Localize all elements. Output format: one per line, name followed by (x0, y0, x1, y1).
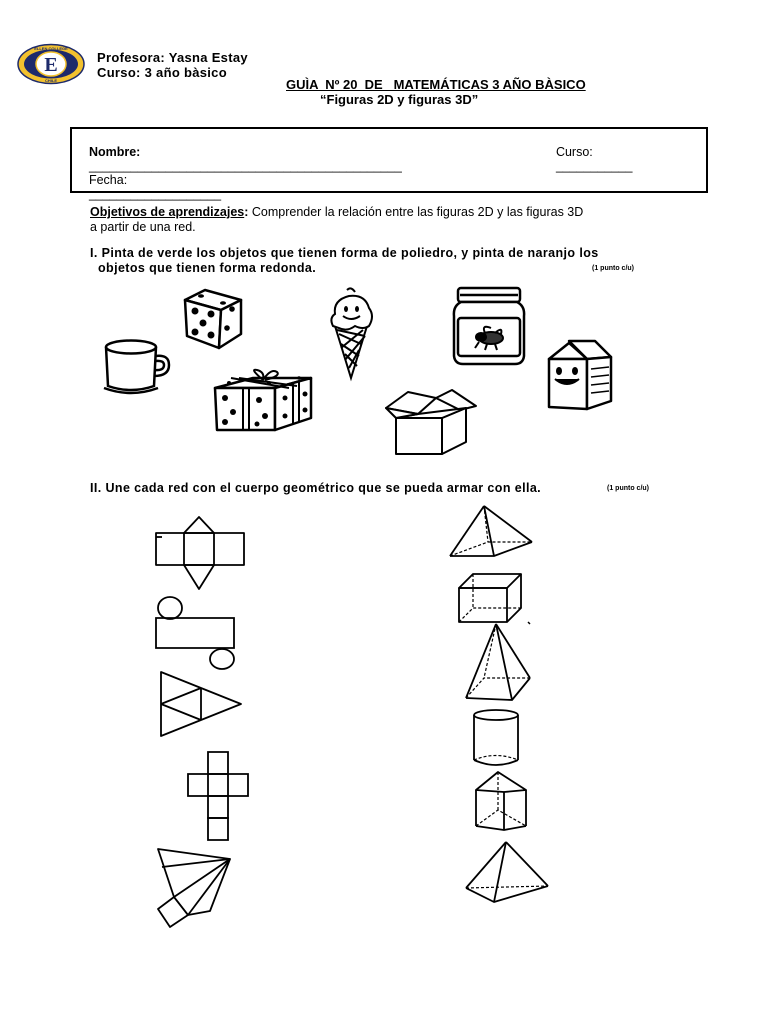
cube-net-icon[interactable] (186, 750, 248, 842)
cylinder-icon[interactable] (470, 708, 522, 768)
ice-cream-icon (327, 288, 375, 380)
objectives-label: Objetivos de aprendizajes (90, 205, 245, 219)
objectives-text-2: a partir de una red. (90, 220, 196, 234)
milk-carton-icon (545, 339, 615, 411)
triangular-prism-icon[interactable] (472, 770, 528, 832)
logo-letter: E (44, 54, 58, 76)
objectives-text: Comprender la relación entre las figuras 2D y las figuras 3D (248, 205, 584, 219)
mug-icon (103, 338, 175, 396)
course-field[interactable]: ___________ (555, 159, 633, 173)
square-pyramid-net-icon[interactable] (156, 845, 236, 929)
question-1-line-2: objetos que tienen forma redonda. (98, 261, 317, 275)
tetrahedron-net-icon[interactable] (157, 670, 245, 738)
question-2-points: (1 punto c/u) (607, 485, 649, 492)
guide-subtitle: “Figuras 2D y figuras 3D” (320, 92, 479, 107)
logo-ring-text: ELLEN COLLEGE (34, 46, 68, 51)
triangular-prism-net-icon[interactable] (154, 515, 246, 591)
course-row (549, 131, 632, 173)
question-1-line-1: I. Pinta de verde los objetos que tienen forma de poliedro, y pinta de naranjo los (90, 246, 599, 260)
name-label: Nombre: (88, 145, 141, 159)
objectives: Objetivos de aprendizajes: Comprender la relación entre las figuras 2D y las figuras 3D a partir de una red. (90, 205, 584, 234)
cube-icon[interactable] (457, 572, 523, 624)
course-label: Curso: 3 año bàsico (97, 65, 227, 80)
dice-icon (181, 288, 245, 350)
tall-pyramid-icon[interactable] (462, 622, 534, 704)
name-field[interactable]: _____________________________________________ (88, 159, 402, 173)
date-field[interactable]: ___________________ (88, 187, 222, 201)
jar-icon (451, 286, 527, 366)
date-row (82, 159, 221, 201)
gift-box-icon (213, 368, 315, 434)
question-1-points: (1 punto c/u) (592, 265, 634, 272)
guide-title: GUÌA Nº 20 DE MATEMÁTICAS 3 AÑO BÀSICO (286, 77, 586, 92)
teacher-name: Profesora: Yasna Estay (97, 50, 248, 65)
tetrahedron-icon[interactable] (462, 840, 550, 904)
square-pyramid-icon[interactable] (448, 504, 534, 560)
date-label: Fecha: (88, 173, 128, 187)
open-box-icon (382, 390, 480, 456)
course-field-label: Curso: (555, 145, 593, 159)
logo-bottom-text: CHILE (45, 78, 57, 83)
school-logo (17, 43, 85, 85)
question-2-line: II. Une cada red con el cuerpo geométrico que se pueda armar con ella. (90, 481, 542, 495)
cylinder-net-icon[interactable] (152, 594, 238, 670)
